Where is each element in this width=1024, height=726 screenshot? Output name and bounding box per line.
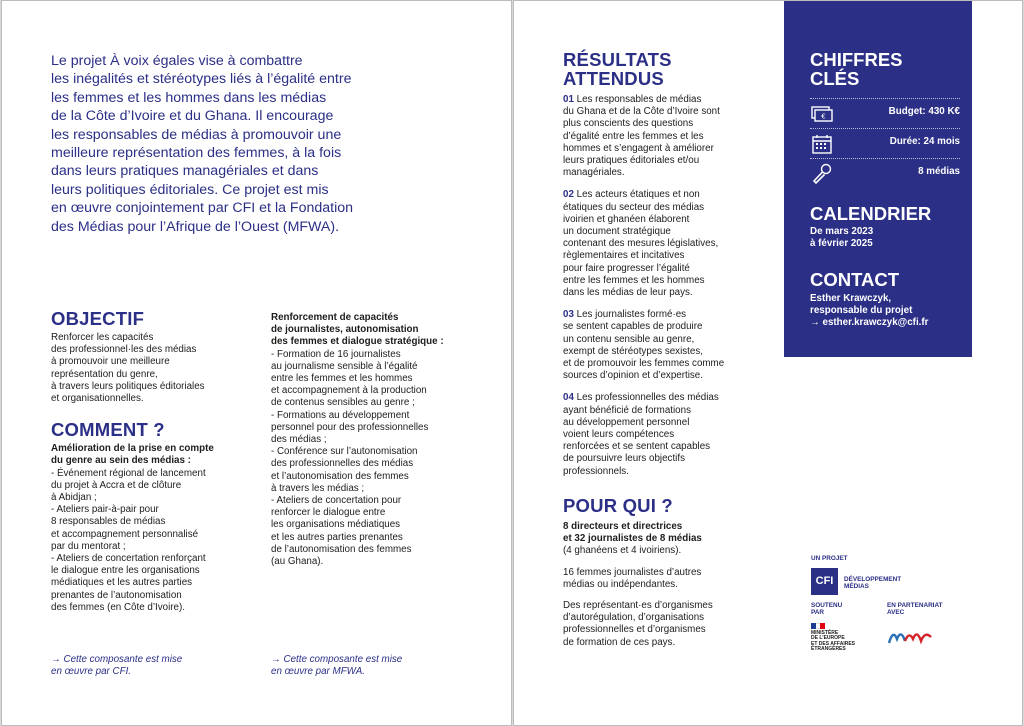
objectif-line: Renforcer les capacités: [51, 332, 154, 343]
resultat-line: Les responsables de médias: [576, 94, 702, 105]
pourqui-line: professionnelles et d’organismes: [563, 624, 706, 636]
calendrier-line: De mars 2023: [810, 226, 874, 237]
ministere-logo: [811, 631, 855, 653]
comment-line: prenantes de l’autonomisation: [51, 589, 182, 601]
divider: [810, 98, 960, 99]
resultats-column: [563, 50, 755, 649]
calendrier-heading: CALENDRIER: [810, 203, 932, 224]
resultat-line: de poursuivre leurs objectifs: [563, 453, 685, 465]
renforcement-line: renforcer le dialogue entre: [271, 507, 386, 519]
resultat-line: Les acteurs étatiques et non: [576, 189, 700, 201]
resultat-number: 02: [563, 189, 574, 201]
duree-value: Durée: 24 mois: [889, 136, 960, 147]
un-projet-label: UN PROJET: [811, 555, 848, 562]
resultat-item: [563, 309, 755, 382]
resultat-number: 04: [563, 392, 574, 404]
chiffres-heading: [810, 50, 903, 88]
resultat-line: leurs pratiques éditoriales et/ou: [563, 155, 700, 167]
objectif-line: à travers leurs politiques éditoriales: [51, 380, 205, 392]
renforcement-line: et accompagnement à la production: [271, 385, 427, 397]
pourqui-heading: POUR QUI ?: [563, 494, 673, 516]
renforcement-column: [271, 312, 471, 568]
resultat-number: 01: [563, 94, 574, 105]
resultat-number: 03: [563, 309, 574, 321]
mfwa-component-note: [271, 654, 402, 678]
pourqui-bold-line: 8 directeurs et directrices: [563, 520, 683, 532]
comment-line: médiatiques et les autres parties: [51, 577, 193, 589]
svg-text:€: €: [821, 112, 826, 121]
comment-line: des femmes (en Côte d’Ivoire).: [51, 601, 185, 613]
comment-line: 8 responsables de médias: [51, 516, 166, 528]
pourqui-line: médias ou indépendantes.: [563, 578, 678, 590]
resultat-line: règlementaires et incitatives: [563, 250, 685, 262]
renforcement-line: et les autres parties prenantes: [271, 531, 403, 543]
renforcement-line: au journalisme sensible à l’égalité: [271, 360, 418, 372]
comment-line: et accompagnement personnalisé: [51, 528, 199, 540]
intro-line: en œuvre conjointement par CFI et la Fondation: [51, 200, 354, 217]
comment-subtitle: Amélioration de la prise en compte: [51, 443, 214, 455]
renforcement-subtitle: des femmes et dialogue stratégique :: [271, 336, 444, 348]
resultat-line: hommes et s’engagent à améliorer: [563, 142, 714, 154]
chiffres-cles-box: [784, 1, 972, 357]
duree-row: [810, 132, 960, 154]
objectif-line: et organisationnelles.: [51, 393, 144, 405]
contact-details: [810, 293, 928, 330]
contact-name: Esther Krawczyk,: [810, 293, 892, 304]
cfi-tagline-line: MÉDIAS: [844, 583, 869, 591]
calendrier-dates: [810, 226, 931, 250]
cfi-tagline-line: DÉVELOPPEMENT: [844, 576, 902, 584]
renforcement-line: - Formation de 16 journalistes: [271, 348, 401, 360]
renforcement-subtitle: de journalistes, autonomisation: [271, 324, 419, 336]
comment-heading: COMMENT ?: [51, 419, 165, 441]
renforcement-line: les organisations médiatiques: [271, 519, 401, 531]
cfi-logo: [811, 568, 971, 602]
resultat-line: ivoirien et ghanéen élaborent: [563, 213, 690, 225]
renforcement-line: et l’autonomisation des femmes: [271, 470, 409, 482]
budget-value: Budget: 430 K€: [888, 106, 960, 117]
objectif-comment-column: [51, 309, 251, 614]
cfi-component-note: [51, 654, 182, 678]
calendrier-line: à février 2025: [810, 238, 873, 250]
pourqui-line: Des représentant·es d’organismes: [563, 599, 713, 611]
renforcement-line: à travers les médias ;: [271, 482, 365, 494]
comment-line: à Abidjan ;: [51, 492, 97, 504]
objectif-heading: OBJECTIF: [51, 308, 145, 329]
resultat-item: [563, 392, 755, 477]
comment-line: par du mentorat ;: [51, 540, 126, 552]
intro-line: meilleure représentation des femmes, à la fois: [51, 145, 342, 162]
pourqui-line: 16 femmes journalistes d’autres: [563, 566, 702, 578]
note-line: en œuvre par MFWA.: [271, 666, 365, 678]
resultats-list: [563, 94, 755, 478]
microphone-icon: [810, 162, 834, 186]
calendrier-section: [810, 204, 931, 250]
chiffres-heading-line: CHIFFRES: [810, 49, 903, 70]
pourqui-bold-line: et 32 journalistes de 8 médias: [563, 533, 702, 545]
resultat-item: [563, 189, 755, 299]
resultat-line: ayant bénéficié de formations: [563, 404, 691, 416]
resultat-line: plus conscients des questions: [563, 118, 694, 130]
resultat-line: d’égalité entre les femmes et les: [563, 130, 704, 142]
resultat-line: renforcées et se sentent capables: [563, 441, 711, 453]
partner-logos: [811, 555, 971, 682]
chiffres-heading-line: CLÉS: [810, 68, 860, 89]
resultat-line: et de promouvoir les femmes comme: [563, 358, 725, 370]
objectif-line: représentation du genre,: [51, 368, 158, 380]
medias-value: 8 médias: [918, 166, 960, 177]
resultat-line: voient leurs compétences: [563, 429, 675, 441]
resultat-line: sources d’opinion et d’expertise.: [563, 370, 703, 382]
renforcement-line: - Ateliers de concertation pour: [271, 495, 402, 507]
renforcement-line: - Formations au développement: [271, 409, 410, 421]
soutenu-par: [811, 602, 855, 653]
renforcement-line: personnel pour des professionnelles: [271, 421, 429, 433]
note-line: → Cette composante est mise: [51, 654, 183, 665]
note-line: en œuvre par CFI.: [51, 666, 132, 678]
pourqui-line: (4 ghanéens et 4 ivoiriens).: [563, 545, 682, 557]
partenariat-label: AVEC: [887, 609, 905, 617]
resultat-line: Les professionnelles des médias: [576, 392, 719, 404]
partenariat-label: EN PARTENARIAT: [887, 602, 943, 610]
comment-line: - Ateliers de concertation renforçant: [51, 553, 206, 565]
intro-line: les responsables de médias à promouvoir une: [51, 126, 342, 143]
ministere-line: DE L'EUROPE: [811, 635, 845, 642]
contact-heading: CONTACT: [810, 269, 900, 290]
soutenu-label: SOUTENU: [811, 602, 843, 610]
resultat-item: [563, 94, 755, 179]
resultats-heading-line: ATTENDUS: [563, 68, 664, 89]
intro-line: dans leurs pratiques managériales et dans: [51, 163, 319, 180]
budget-row: [810, 102, 960, 124]
intro-paragraph: [51, 52, 406, 236]
resultat-line: professionnels.: [563, 465, 629, 477]
resultat-line: Les journalistes formé·es: [576, 309, 687, 321]
ministere-line: MINISTÈRE: [811, 629, 839, 636]
divider: [810, 128, 960, 129]
renforcement-line: - Conférence sur l’autonomisation: [271, 446, 418, 458]
cfi-tagline: [844, 576, 901, 590]
note-line: → Cette composante est mise: [271, 654, 403, 665]
resultat-line: exempt de stéréotypes sexistes,: [563, 345, 703, 357]
resultat-line: dans les médias de leur pays.: [563, 287, 693, 299]
contact-section: [810, 270, 928, 330]
resultat-line: un contenu sensible au genre,: [563, 333, 695, 345]
resultat-line: entre les femmes et les hommes: [563, 274, 705, 286]
pourqui-line: de formation de ces pays.: [563, 636, 676, 648]
objectif-line: à promouvoir une meilleure: [51, 356, 170, 368]
france-flag-icon: [811, 623, 825, 629]
objectif-text: [51, 332, 251, 405]
intro-line: des Médias pour l’Afrique de l’Ouest (MFWA).: [51, 218, 340, 235]
resultat-line: managériales.: [563, 167, 625, 179]
resultat-line: pour faire progresser l’égalité: [563, 262, 690, 274]
ministere-line: ET DES AFFAIRES: [811, 640, 855, 647]
resultat-line: un document stratégique: [563, 226, 671, 238]
comment-text: [51, 443, 251, 614]
ministere-line: ÉTRANGÈRES: [811, 646, 846, 653]
renforcement-line: de l’autonomisation des femmes: [271, 543, 412, 555]
intro-line: leurs politiques éditoriales. Ce projet est mis: [51, 181, 329, 198]
intro-line: les inégalités et stéréotypes liés à l’égalité entre: [51, 71, 352, 88]
contact-role: responsable du projet: [810, 305, 913, 317]
comment-line: du projet à Accra et de clôture: [51, 479, 182, 491]
resultat-line: au développement personnel: [563, 416, 690, 428]
resultats-heading-line: RÉSULTATS: [563, 49, 672, 70]
renforcement-line: (au Ghana).: [271, 556, 324, 568]
comment-line: - Événement régional de lancement: [51, 467, 206, 479]
resultats-heading: [563, 50, 755, 88]
renforcement-line: des professionnelles des médias: [271, 458, 414, 470]
divider: [810, 158, 960, 159]
intro-line: Le projet À voix égales vise à combattre: [51, 53, 303, 69]
comment-subtitle: du genre au sein des médias :: [51, 455, 191, 467]
cfi-logo-mark: CFI: [811, 568, 838, 595]
intro-line: de la Côte d’Ivoire et du Ghana. Il encourage: [51, 108, 334, 125]
contact-email[interactable]: → esther.krawczyk@cfi.fr: [810, 317, 929, 329]
soutenu-label: PAR: [811, 609, 825, 617]
renforcement-line: de contenus sensibles au genre ;: [271, 397, 415, 409]
objectif-line: des professionnel·les des médias: [51, 344, 197, 356]
medias-row: [810, 162, 960, 184]
mfwa-logo: [887, 627, 933, 647]
pourqui-text: [563, 521, 755, 649]
renforcement-line: des médias ;: [271, 434, 327, 446]
renforcement-subtitle: Renforcement de capacités: [271, 312, 399, 323]
comment-line: - Ateliers pair-à-pair pour: [51, 504, 159, 516]
resultat-line: du Ghana et de la Côte d’Ivoire sont: [563, 106, 720, 118]
resultat-line: étatiques du secteur des médias: [563, 201, 705, 213]
sponsors-row: [811, 602, 971, 682]
intro-line: les femmes et les hommes dans les médias: [51, 89, 327, 106]
en-partenariat: [887, 602, 943, 646]
renforcement-line: entre les femmes et les hommes: [271, 373, 413, 385]
resultat-line: contenant des mesures législatives,: [563, 238, 719, 250]
money-icon: [810, 102, 834, 126]
pourqui-line: d’autorégulation, d’organisations: [563, 612, 705, 624]
resultat-line: se sentent capables de produire: [563, 321, 703, 333]
calendar-icon: [810, 132, 834, 156]
mfwa-logo-icon: [887, 627, 933, 647]
comment-line: le dialogue entre les organisations: [51, 565, 200, 577]
